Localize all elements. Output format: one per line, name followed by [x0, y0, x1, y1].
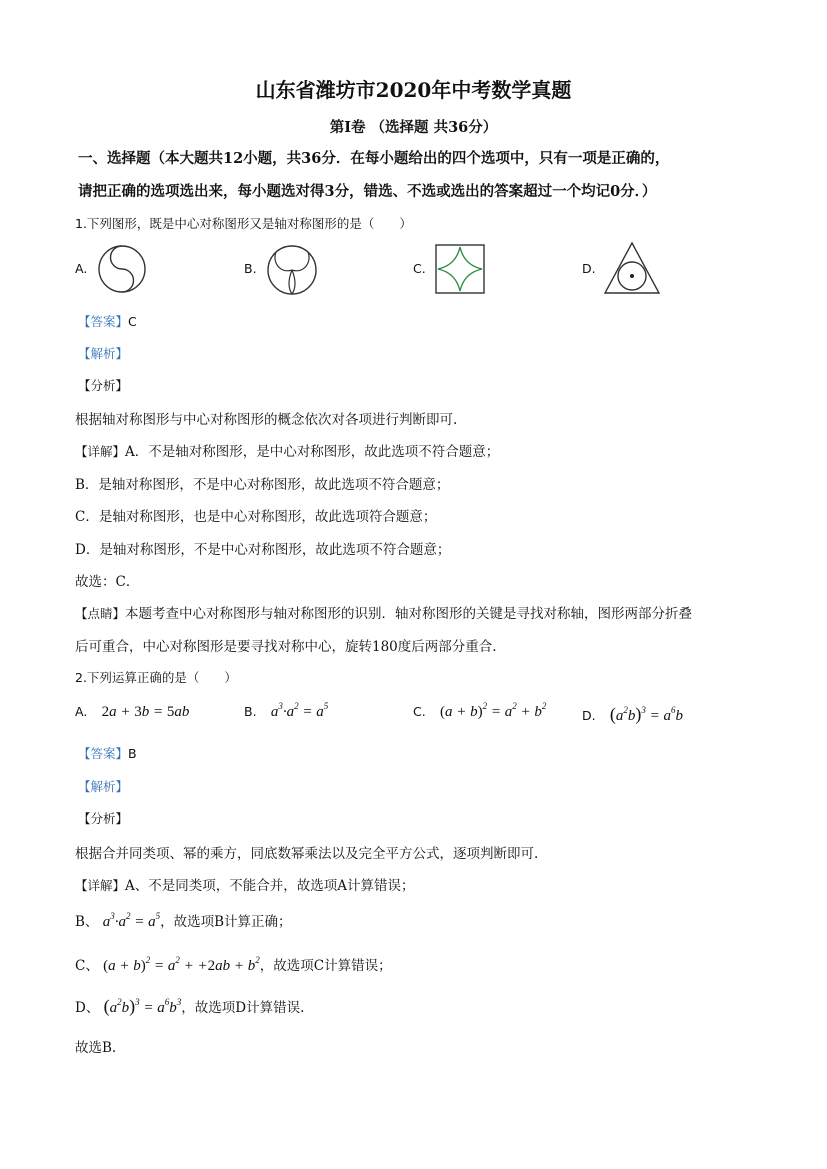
q1-dianjing-text1: 本题考查中心对称图形与轴对称图形的识别．轴对称图形的关键是寻找对称轴，图形两部分折叠 [125, 606, 693, 622]
page-title: 山东省潍坊市2020年中考数学真题 [255, 78, 572, 102]
q1-option-a-label: A. [75, 261, 88, 276]
q1-choose: 故选：C． [75, 574, 140, 590]
q2-option-a [75, 704, 189, 721]
q2-option-b-label: B. [244, 704, 257, 719]
q2-answer [78, 744, 137, 762]
q2-detail-d-formula: $(a^2b)^3 = a^6b^3$ [103, 996, 182, 1016]
q1-figure-d-triangle-circle [603, 241, 661, 295]
q2-detail-d [75, 996, 304, 1017]
q2-option-c [413, 701, 547, 721]
q2-option-b [244, 701, 329, 721]
q1-fenxi-tag: 【分析】 [78, 378, 129, 393]
q1-answer-value: C [128, 314, 137, 329]
q2-detail-a-text: A、不是同类项，不能合并，故选项A计算错误； [125, 878, 415, 894]
q1-stem: 1.下列图形，既是中心对称图形又是轴对称图形的是（ ） [75, 216, 412, 231]
q1-option-c-label: C. [413, 261, 426, 276]
page-subtitle: 第Ⅰ卷 （选择题 共36分） [329, 119, 498, 136]
q2-detail-a [75, 874, 415, 894]
q1-dianjing-line2: 后可重合，中心对称图形是要寻找对称中心，旋转180度后两部分重合. [75, 639, 497, 655]
q2-analysis-tag: 【解析】 [78, 779, 129, 794]
q2-stem: 2.下列运算正确的是（ ） [75, 670, 237, 685]
q1-detail-a [75, 440, 499, 460]
q2-answer-value: B [128, 746, 137, 761]
q1-analysis-tag: 【解析】 [78, 346, 129, 361]
q2-detail-d-suffix: ，故选项D计算错误. [181, 1000, 305, 1016]
q2-answer-tag: 【答案】 [78, 746, 129, 761]
q2-detail-b-prefix: B、 [75, 914, 99, 930]
q2-option-a-label: A. [75, 704, 88, 719]
q1-dianjing-line1 [75, 602, 692, 622]
q2-option-c-label: C. [413, 704, 426, 719]
q1-detail-c: C．是轴对称图形，也是中心对称图形，故此选项符合题意； [75, 509, 437, 525]
q2-fenxi-text: 根据合并同类项、幂的乘方，同底数幂乘法以及完全平方公式，逐项判断即可. [75, 846, 539, 862]
q1-dianjing-tag: 【点睛】 [75, 606, 126, 621]
q2-choose: 故选B. [75, 1040, 117, 1056]
q2-option-b-formula: $a^3\cdot a^2 = a^5$ [270, 701, 329, 720]
q2-option-d-formula: $(a^2b)^3 = a^6b$ [609, 704, 684, 724]
section-instructions-line2: 请把正确的选项选出来，每小题选对得3分，错选、不选或选出的答案超过一个均记0分．） [78, 183, 657, 200]
q2-detail-c-prefix: C、 [75, 958, 99, 974]
q1-fenxi-text: 根据轴对称图形与中心对称图形的概念依次对各项进行判断即可. [75, 412, 458, 428]
q1-figure-c-square-star [434, 243, 486, 295]
q2-detail-d-prefix: D、 [75, 1000, 100, 1016]
q1-detail-tag: 【详解】 [75, 444, 126, 459]
q2-detail-c [75, 954, 392, 975]
q1-detail-b: B．是轴对称图形，不是中心对称图形，故此选项不符合题意； [75, 477, 450, 493]
q1-figure-b-trefoil-circle [266, 244, 318, 296]
q2-detail-tag: 【详解】 [75, 878, 126, 893]
q1-answer-tag: 【答案】 [78, 314, 129, 329]
q1-answer [78, 312, 137, 330]
q2-detail-b-suffix: ，故选项B计算正确； [160, 914, 292, 930]
q1-detail-a-text: A．不是轴对称图形，是中心对称图形，故此选项不符合题意； [125, 444, 500, 460]
q1-option-b-label: B. [244, 261, 257, 276]
q2-option-c-formula: $(a + b)^2 = a^2 + b^2$ [440, 701, 547, 720]
q2-option-d [582, 704, 683, 725]
q1-figure-a-yin-yang [97, 244, 149, 294]
q2-detail-c-suffix: ，故选项C计算错误； [259, 958, 392, 974]
q2-option-d-label: D. [582, 708, 596, 723]
q2-option-a-formula: 2a + 3b = 5ab [101, 704, 190, 720]
q2-detail-c-formula: $(a + b)^2 = a^2 + +2ab + b^2$ [103, 955, 260, 974]
section-instructions-line1: 一、选择题（本大题共12小题，共36分．在每小题给出的四个选项中，只有一项是正确的， [78, 150, 670, 167]
q2-detail-b-formula: $a^3\cdot a^2 = a^5$ [102, 911, 161, 930]
q2-detail-b [75, 910, 292, 931]
q2-fenxi-tag: 【分析】 [78, 811, 129, 826]
q1-option-d-label: D. [582, 261, 596, 276]
q1-detail-d: D．是轴对称图形，不是中心对称图形，故此选项不符合题意； [75, 542, 451, 558]
